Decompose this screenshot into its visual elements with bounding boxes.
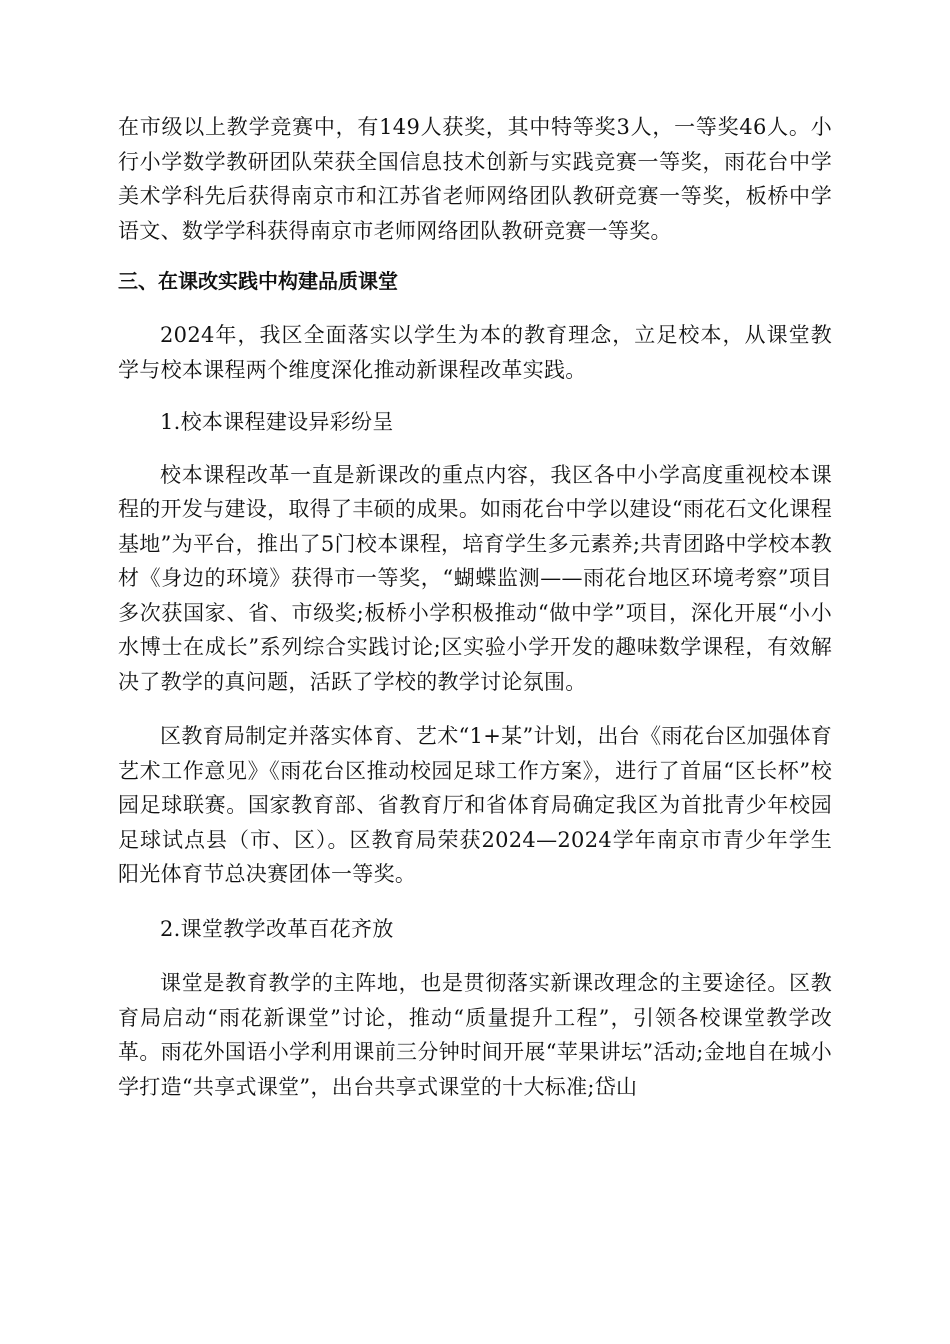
subheading-classroom-reform: 2.课堂教学改革百花齐放 xyxy=(160,916,394,941)
subheading-school-curriculum: 1.校本课程建设异彩纷呈 xyxy=(160,410,394,434)
paragraph-classroom-reform: 课堂是教育教学的主阵地，也是贯彻落实新课改理念的主要途径。区教育局启动“雨花新课堂”讨论，推动“质量提升工程”，引领各校课堂教学改革。雨花外国语小学利用课前三分钟时间开展“苹果讲坛”活动;金地自在城小学打造“共享式课堂”，出台共享式课堂的十大标准;岱山 xyxy=(118,971,832,1099)
paragraph-school-curriculum: 校本课程改革一直是新课改的重点内容，我区各中小学高度重视校本课程的开发与建设，取得了丰硕的成果。如雨花台中学以建设“雨花石文化课程基地”为平台，推出了5门校本课程，培育学生多元素养;共青团路中学校本教材《身边的环境》获得市一等奖，“蝴蝶监测——雨花台地区环境考察”项目多次获国家、省、市级奖;板桥小学积极推动“做中学”项目，深化开展“小小水博士在成长”系列综合实践讨论;区实验小学开发的趣味数学课程，有效解决了教学的真问题，活跃了学校的教学讨论氛围。 xyxy=(118,462,832,694)
paragraph-sports-arts: 区教育局制定并落实体育、艺术“1+某”计划，出台《雨花台区加强体育艺术工作意见》《雨花台区推动校园足球工作方案》，进行了首届“区长杯”校园足球联赛。国家教育部、省教育厅和省体育局确定我区为首批青少年校园足球试点县（市、区）。区教育局荣获2024—2024学年南京市青少年学生阳光体育节总决赛团体一等奖。 xyxy=(118,724,832,886)
paragraph-2024-intro: 2024年，我区全面落实以学生为本的教育理念，立足校本，从课堂教学与校本课程两个维度深化推动新课程改革实践。 xyxy=(118,323,832,382)
section-heading-3: 三、在课改实践中构建品质课堂 xyxy=(118,269,398,293)
paragraph-competition-awards: 在市级以上教学竞赛中，有149人获奖，其中特等奖3人，一等奖46人。小行小学数学教研团队荣获全国信息技术创新与实践竞赛一等奖，雨花台中学美术学科先后获得南京市和江苏省老师网络团队教研竞赛一等奖，板桥中学语文、数学学科获得南京市老师网络团队教研竞赛一等奖。 xyxy=(118,115,832,243)
